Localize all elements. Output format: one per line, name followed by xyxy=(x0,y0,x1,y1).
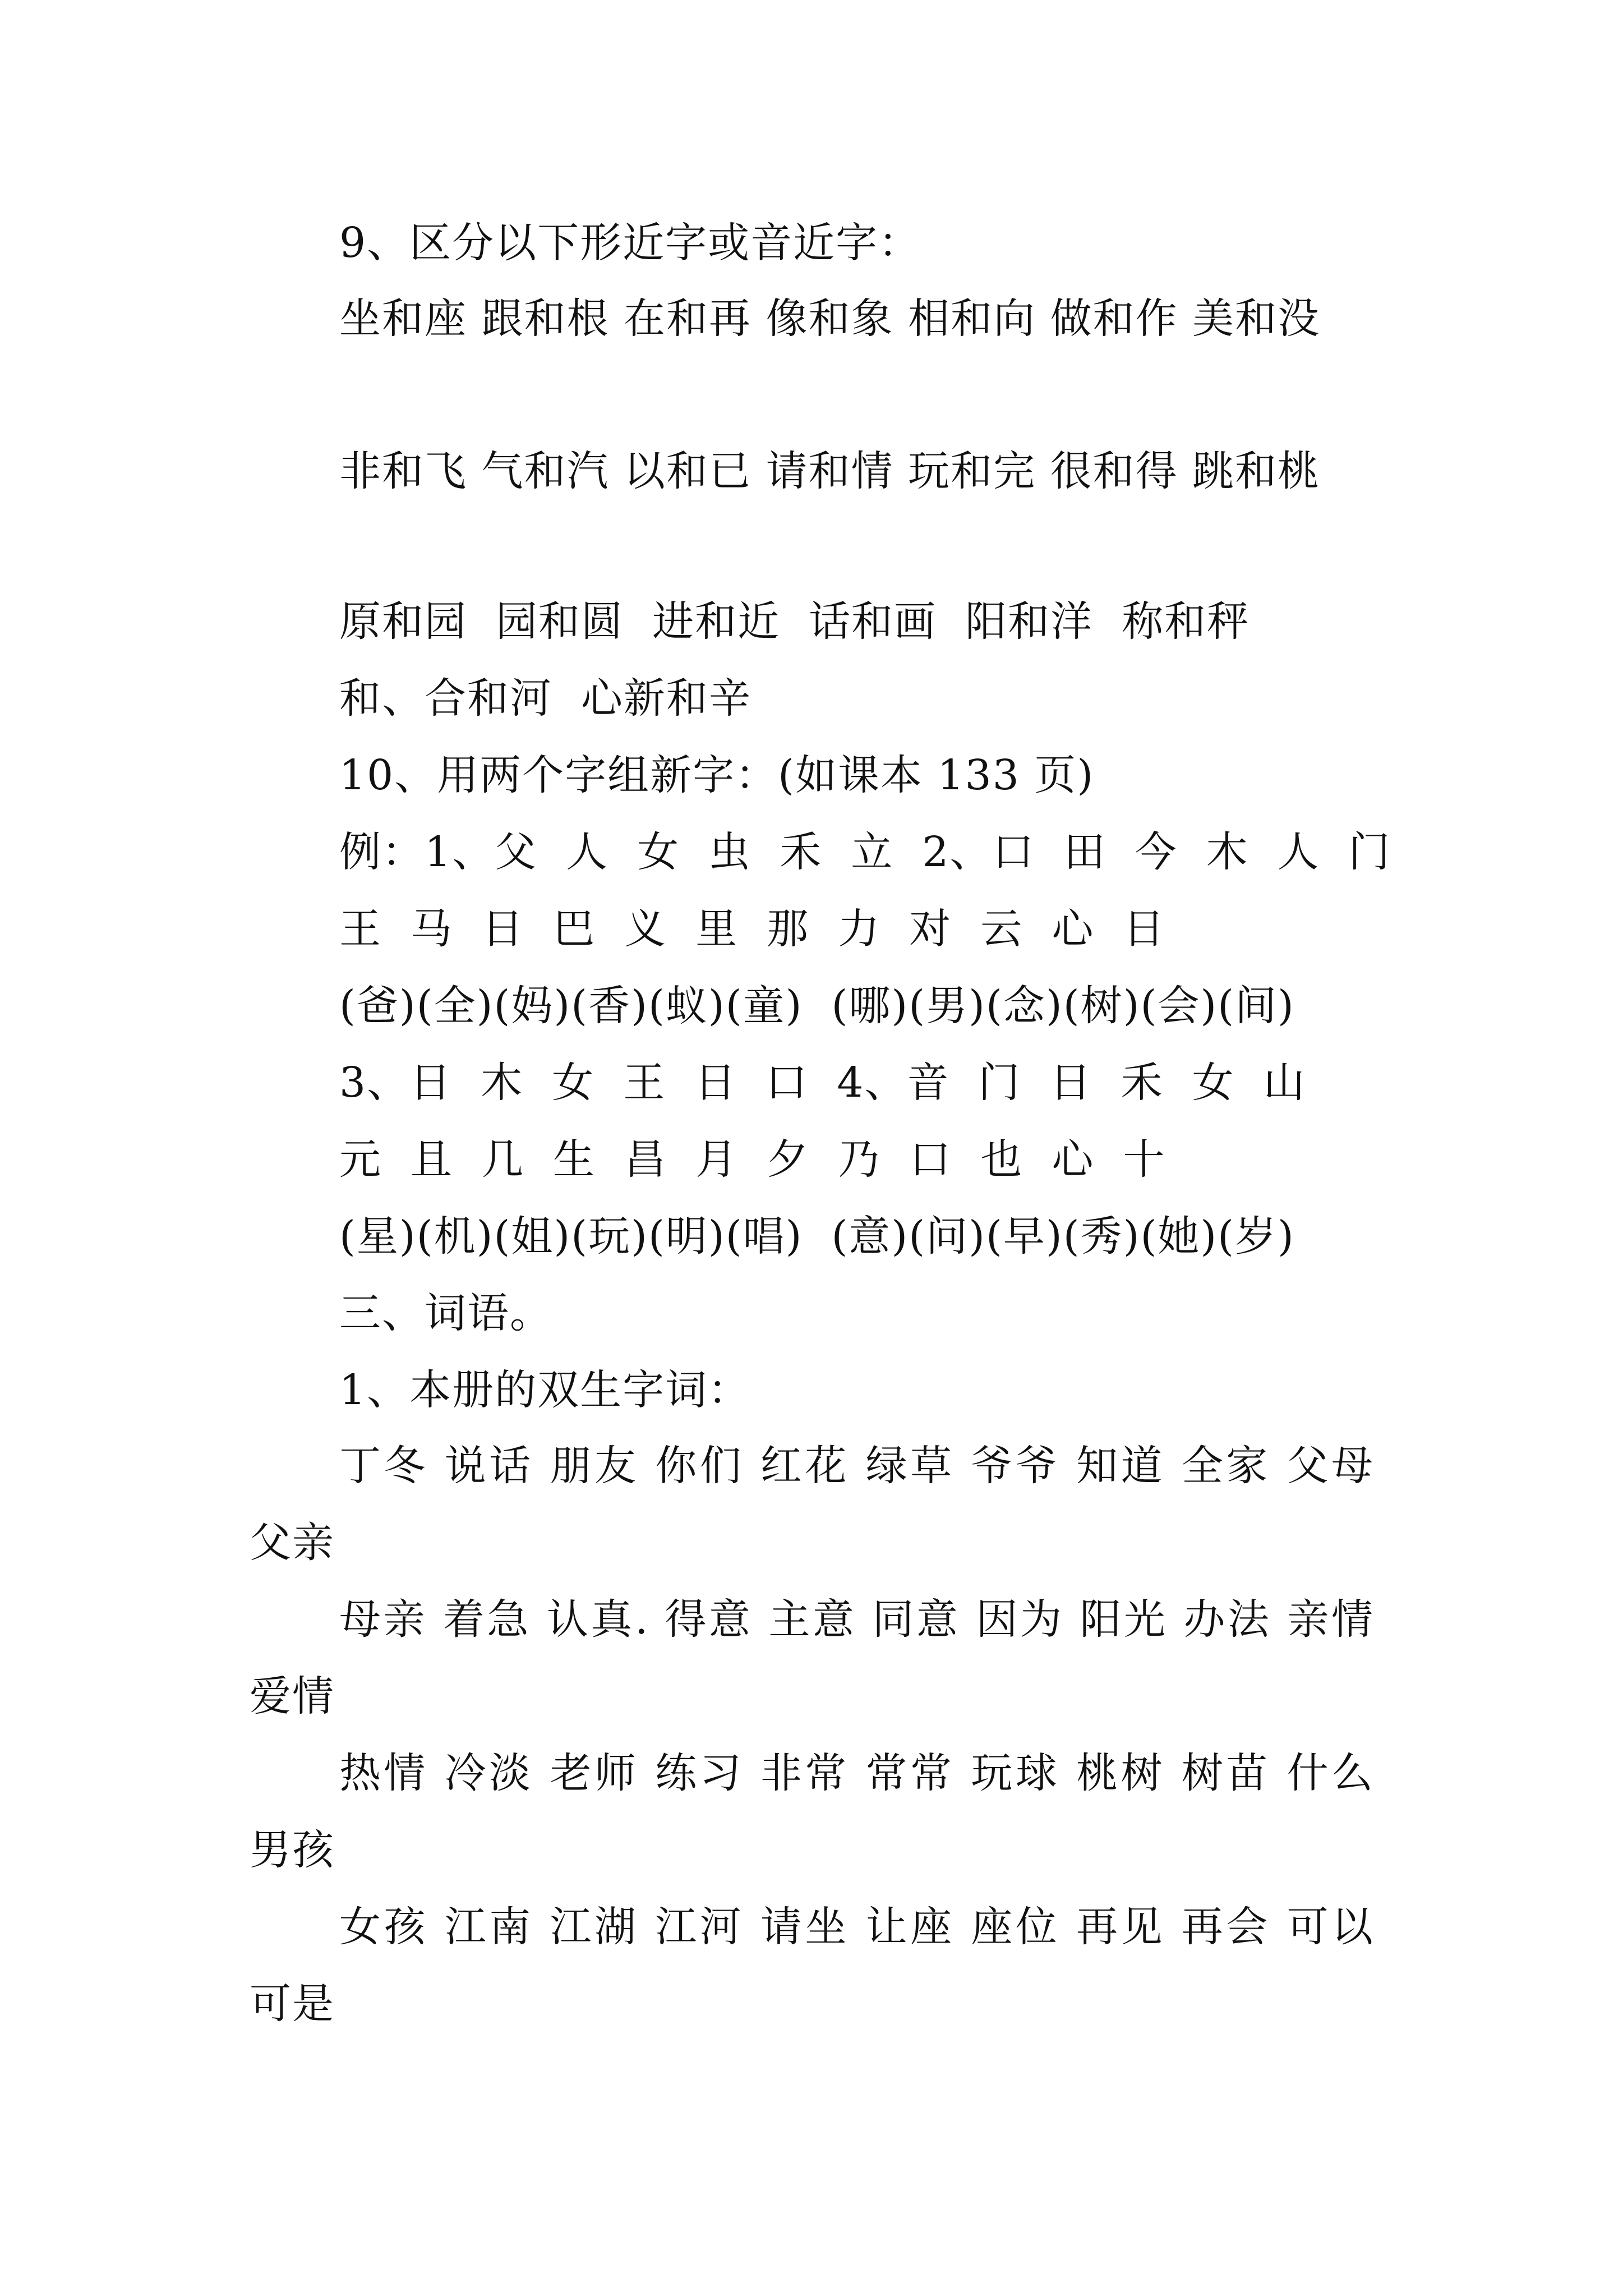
section9-row1: 坐和座 跟和根 在和再 像和象 相和向 做和作 美和没 xyxy=(339,295,1321,343)
section9-heading: 9、区分以下形近字或音近字： xyxy=(339,219,921,267)
section10-example1-top: 例：1、父 人 女 虫 禾 立 2、口 田 今 木 人 门 xyxy=(339,828,1391,876)
section10-example1-bottom: 王 马 日 巴 义 里 那 力 对 云 心 日 xyxy=(339,905,1166,953)
section3-words-row3: 热情 冷淡 老师 练习 非常 常常 玩球 桃树 树苗 什么 男孩 xyxy=(250,1749,1374,1874)
section3-words-row2: 母亲 着急 认真. 得意 主意 同意 因为 阳光 办法 亲情 爱情 xyxy=(250,1595,1374,1720)
section10-example3-bottom: 元 且 几 生 昌 月 夕 乃 口 也 心 十 xyxy=(339,1135,1166,1184)
section10-heading: 10、用两个字组新字：(如课本 133 页) xyxy=(339,751,1095,799)
section3-words-row4: 女孩 江南 江湖 江河 请坐 让座 座位 再见 再会 可以 可是 xyxy=(250,1903,1374,2028)
section10-example3-top: 3、日 木 女 王 日 口 4、音 门 日 禾 女 山 xyxy=(339,1059,1306,1107)
section3-words-row1: 丁冬 说话 朋友 你们 红花 绿草 爷爷 知道 全家 父母 父亲 xyxy=(250,1442,1374,1567)
section10-example1-answers: (爸)(全)(妈)(香)(蚁)(童) (哪)(男)(念)(树)(会)(间) xyxy=(339,982,1295,1030)
section9-row4: 和、合和河 心新和辛 xyxy=(339,674,752,723)
section9-row2: 非和飞 气和汽 以和已 请和情 玩和完 很和得 跳和桃 xyxy=(339,447,1321,495)
section10-example3-answers: (星)(机)(姐)(玩)(明)(唱) (意)(问)(早)(秀)(她)(岁) xyxy=(339,1212,1295,1260)
section3-subheading: 1、本册的双生字词： xyxy=(339,1366,751,1414)
section9-row3: 原和园 园和圆 进和近 话和画 阳和洋 称和秤 xyxy=(339,597,1250,646)
section3-heading: 三、词语。 xyxy=(339,1289,552,1337)
